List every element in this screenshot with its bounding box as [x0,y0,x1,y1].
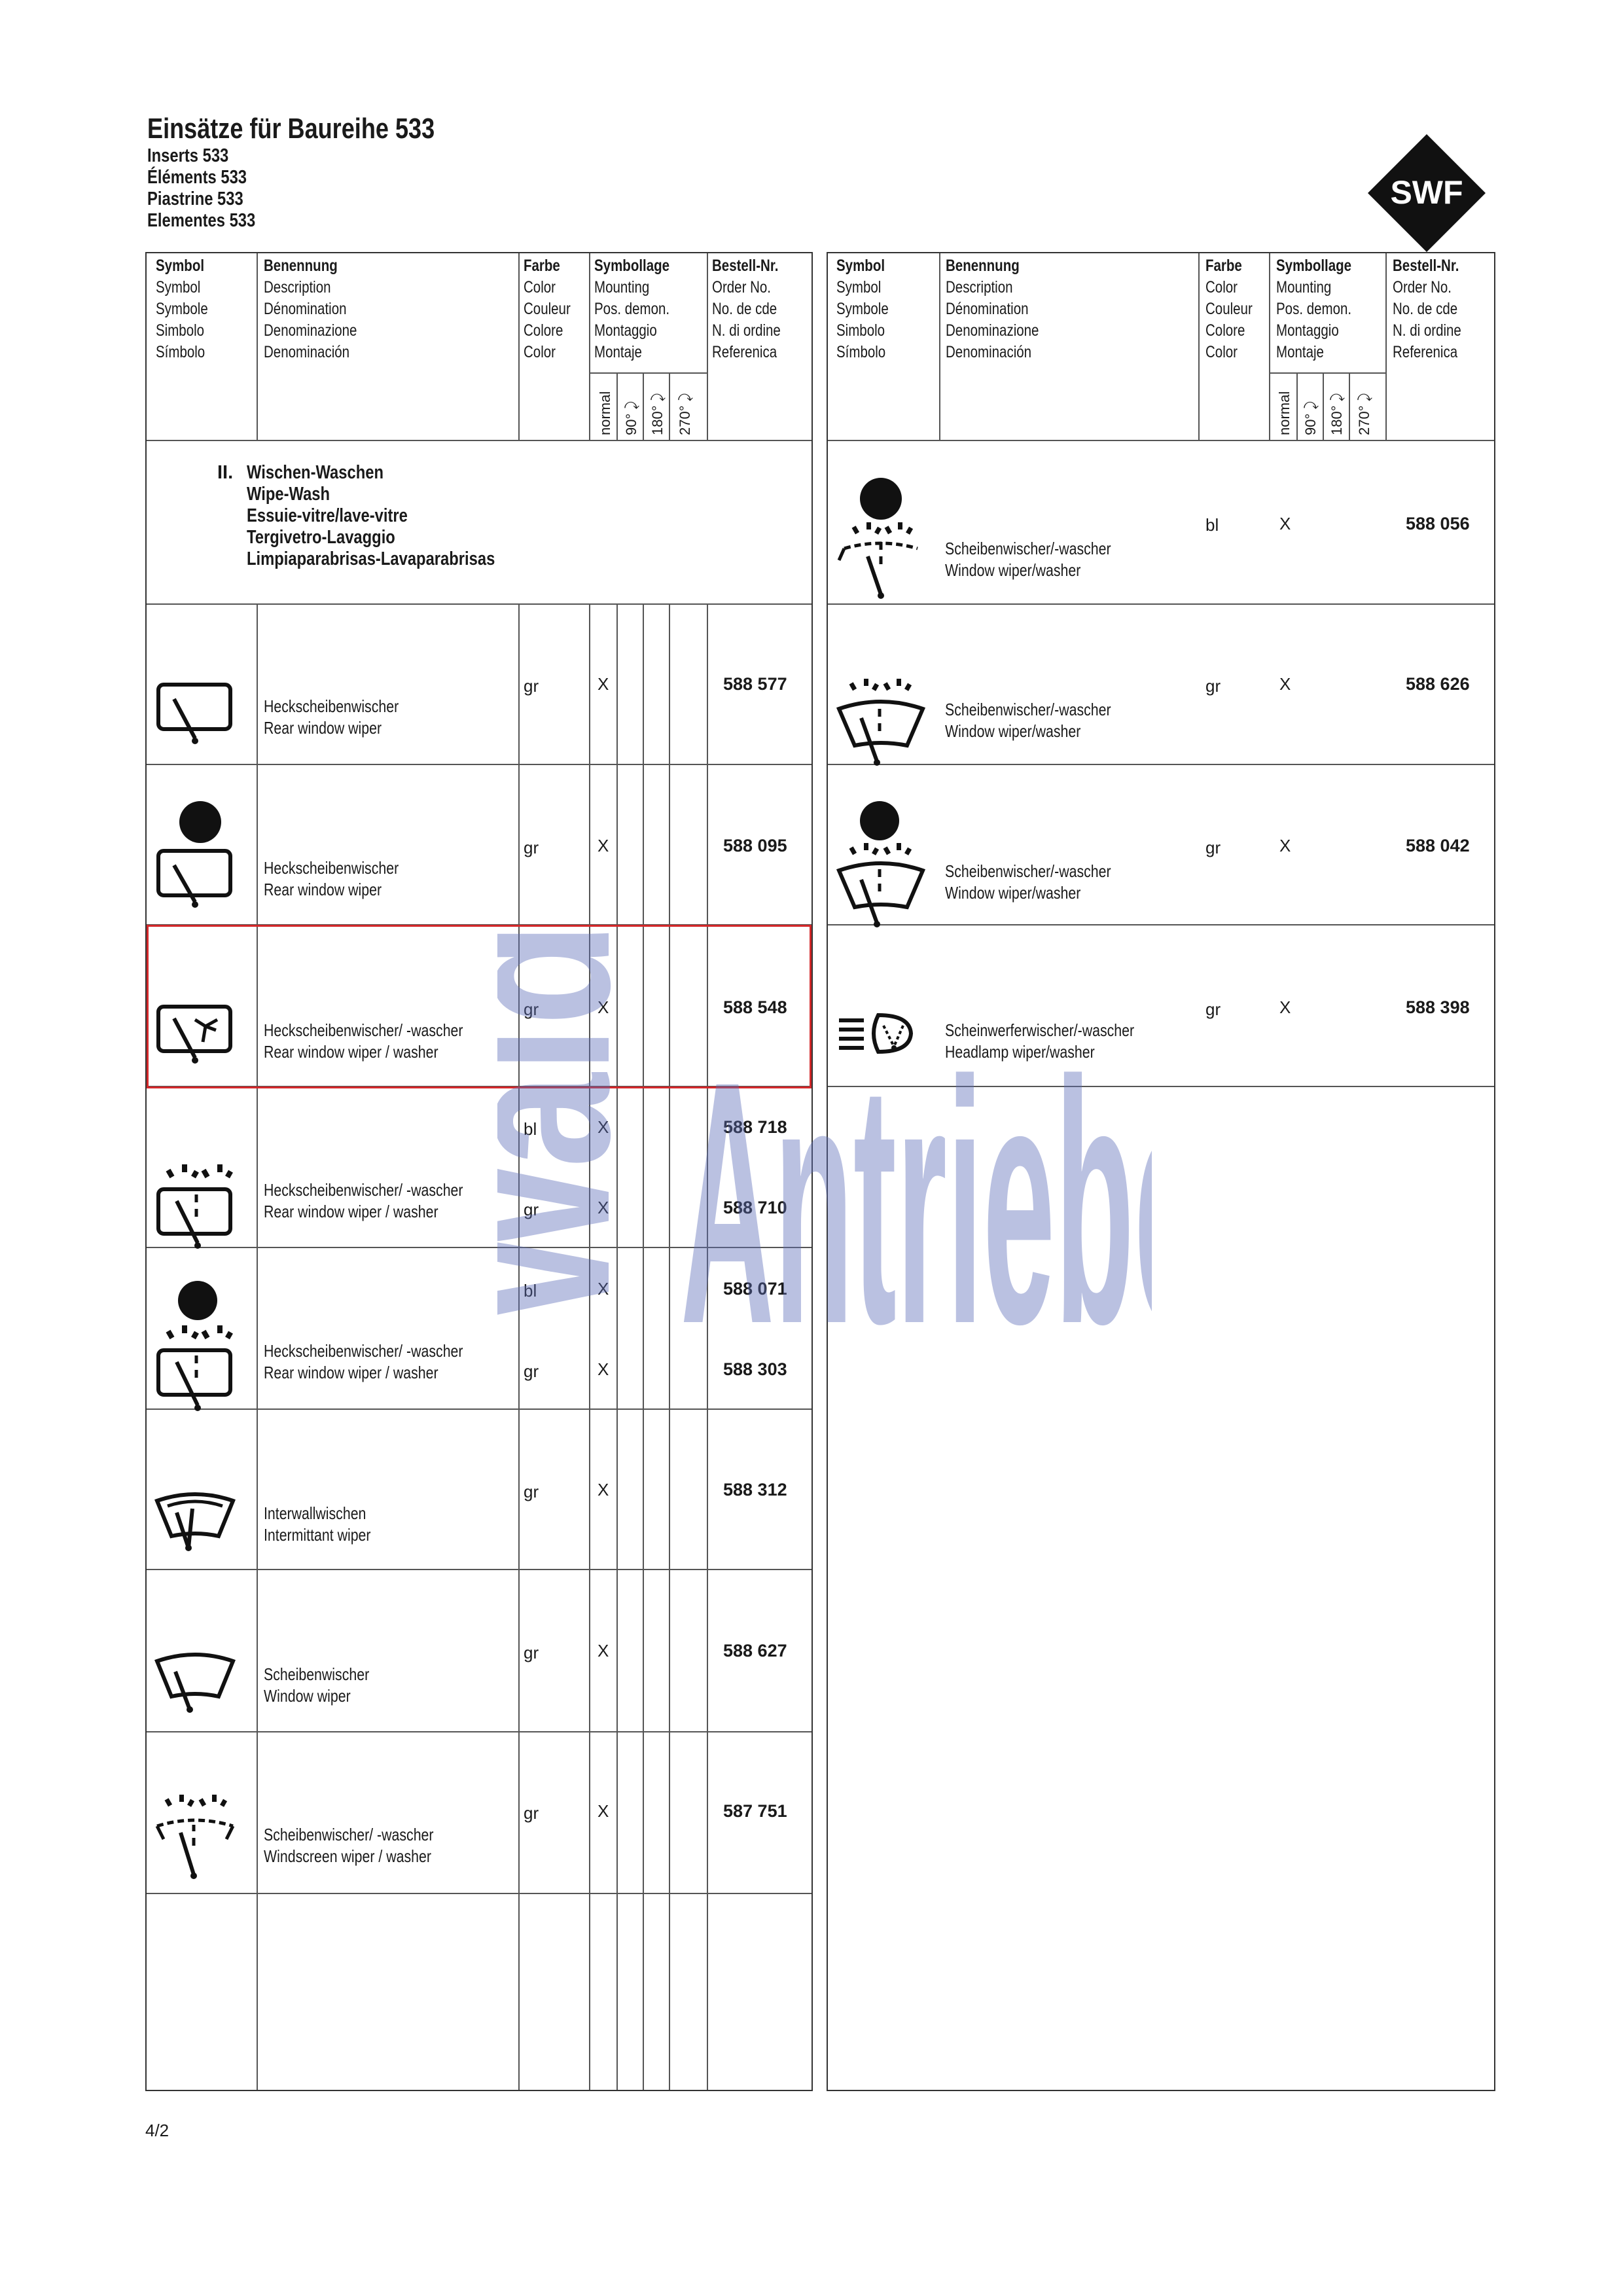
left-row-7-order: 587 751 [723,1801,787,1821]
rear-window-wiper-washer-spray-icon [156,1162,241,1253]
right-row-0-mount: X [1279,514,1291,533]
left-row-0-color: gr [524,676,539,696]
left-row-3-desc: Heckscheibenwischer/ -wascher Rear window wiper / washer [264,1180,463,1221]
section-number: II. [217,462,234,483]
right-row-3-desc: Scheinwerferwischer/-wascher Headlamp wiper/washer [945,1020,1135,1062]
rear-window-wiper-with-lamp-icon [156,797,241,908]
highlight-box [147,925,812,1088]
left-row-6-mount: X [597,1641,609,1660]
page-number: 4/2 [145,2121,169,2140]
left-row-2-desc: Heckscheibenwischer/ -wascher Rear window wiper / washer [264,1020,463,1062]
pos-180-right: 180° ⤸ [1329,393,1345,435]
left-row-4-order-1: 588 303 [723,1359,787,1379]
left-row-1-order: 588 095 [723,836,787,855]
left-row-0-order: 588 577 [723,674,787,694]
left-row-4-order-0: 588 071 [723,1279,787,1299]
left-row-2-color: gr [524,999,539,1019]
headlamp-wiper-washer-icon [838,1011,923,1064]
window-wiper-washer-lamp-icon [835,476,927,601]
header-color-right: Farbe Color Couleur Colore Color [1205,257,1253,361]
header-symbol-left: Symbol Symbol Symbole Simbolo Símbolo [156,257,208,361]
left-row-4-desc: Heckscheibenwischer/ -wascher Rear window wiper / washer [264,1341,463,1382]
window-wiper-washer-icon [835,677,927,769]
header-mounting-left: Symbollage Mounting Pos. demon. Montaggio Montaje [594,257,670,361]
swf-logo [1368,134,1486,252]
right-row-1-order: 588 626 [1406,674,1470,694]
left-row-3-color-1: gr [524,1200,539,1219]
right-row-2-color: gr [1205,838,1221,857]
left-row-6-order: 588 627 [723,1641,787,1660]
left-row-1-color: gr [524,838,539,857]
page-title: Einsätze für Baureihe 533 [147,113,435,145]
left-row-0-desc: Heckscheibenwischer Rear window wiper [264,696,399,738]
left-row-4-color-0: bl [524,1281,537,1300]
right-row-0-desc: Scheibenwischer/-wascher Window wiper/washer [945,539,1111,580]
rear-window-wiper-washer-lamp-icon [156,1280,241,1417]
subtitle-it: Piastrine 533 [147,188,243,209]
left-row-5-color: gr [524,1482,539,1501]
left-row-5-desc: Interwallwischen Intermittant wiper [264,1503,371,1545]
right-row-1-desc: Scheibenwischer/-wascher Window wiper/washer [945,700,1111,741]
right-row-1-mount: X [1279,674,1291,694]
left-row-2-mount: X [597,997,609,1017]
left-row-3-order-0: 588 718 [723,1117,787,1137]
left-row-6-color: gr [524,1643,539,1662]
left-row-0-mount: X [597,674,609,694]
right-row-1-color: gr [1205,676,1221,696]
right-row-2-order: 588 042 [1406,836,1470,855]
left-row-4-color-1: gr [524,1361,539,1381]
subtitle-es: Elementes 533 [147,210,256,231]
logo-text: SWF [1390,174,1463,211]
window-wiper-icon [154,1649,240,1715]
watermark-word-2: Antrieb [681,1010,1135,1355]
header-mounting-right: Symbollage Mounting Pos. demon. Montaggio Montaje [1276,257,1352,361]
left-row-5-order: 588 312 [723,1480,787,1499]
right-row-0-order: 588 056 [1406,514,1470,533]
left-row-7-color: gr [524,1803,539,1823]
left-row-3-mount-0: X [597,1117,609,1137]
right-row-3-color: gr [1205,999,1221,1019]
left-row-1-desc: Heckscheibenwischer Rear window wiper [264,858,399,899]
left-row-4-mount-0: X [597,1279,609,1299]
pos-270-left: 270° ⤸ [677,393,693,435]
pos-90-right: 90° ⤸ [1302,401,1319,435]
header-order-right: Bestell-Nr. Order No. No. de cde N. di ordine Referenica [1393,257,1461,361]
header-symbol-right: Symbol Symbol Symbole Simbolo Símbolo [836,257,889,361]
header-color-left: Farbe Color Couleur Colore Color [524,257,571,361]
right-row-3-order: 588 398 [1406,997,1470,1017]
pos-normal-left: normal [597,391,613,435]
right-row-2-mount: X [1279,836,1291,855]
left-row-2-order: 588 548 [723,997,787,1017]
left-row-5-mount: X [597,1480,609,1499]
right-row-2-desc: Scheibenwischer/-wascher Window wiper/washer [945,861,1111,903]
windscreen-wiper-washer-icon [154,1793,240,1885]
left-row-6-desc: Scheibenwischer Window wiper [264,1664,370,1706]
left-row-3-color-0: bl [524,1119,537,1139]
right-row-0-color: bl [1205,515,1219,535]
pos-270-right: 270° ⤸ [1356,393,1372,435]
header-description-right: Benennung Description Dénomination Denominazione Denominación [946,257,1039,361]
pos-normal-right: normal [1276,391,1293,435]
pos-90-left: 90° ⤸ [623,401,639,435]
intermittent-wiper-icon [154,1489,240,1554]
left-row-3-mount-1: X [597,1198,609,1217]
section-heading: Wischen-Waschen Wipe-Wash Essuie-vitre/lave-vitre Tergivetro-Lavaggio Limpiaparabrisas-Lavaparabrisas [247,462,495,569]
left-row-7-desc: Scheibenwischer/ -wascher Windscreen wiper / washer [264,1825,434,1866]
header-order-left: Bestell-Nr. Order No. No. de cde N. di ordine Referenica [712,257,781,361]
left-row-4-mount-1: X [597,1359,609,1379]
window-wiper-washer-lamp-alt-icon [835,800,927,931]
subtitle-en: Inserts 533 [147,145,229,166]
watermark-word-1: Wald [497,922,654,1322]
left-row-7-mount: X [597,1801,609,1821]
left-row-3-order-1: 588 710 [723,1198,787,1217]
right-row-3-mount: X [1279,997,1291,1017]
right-table [827,252,1495,2091]
rear-window-wiper-icon [156,681,241,753]
subtitle-fr: Éléments 533 [147,167,247,188]
pos-180-left: 180° ⤸ [649,393,666,435]
left-row-1-mount: X [597,836,609,855]
header-description-left: Benennung Description Dénomination Denominazione Denominación [264,257,357,361]
